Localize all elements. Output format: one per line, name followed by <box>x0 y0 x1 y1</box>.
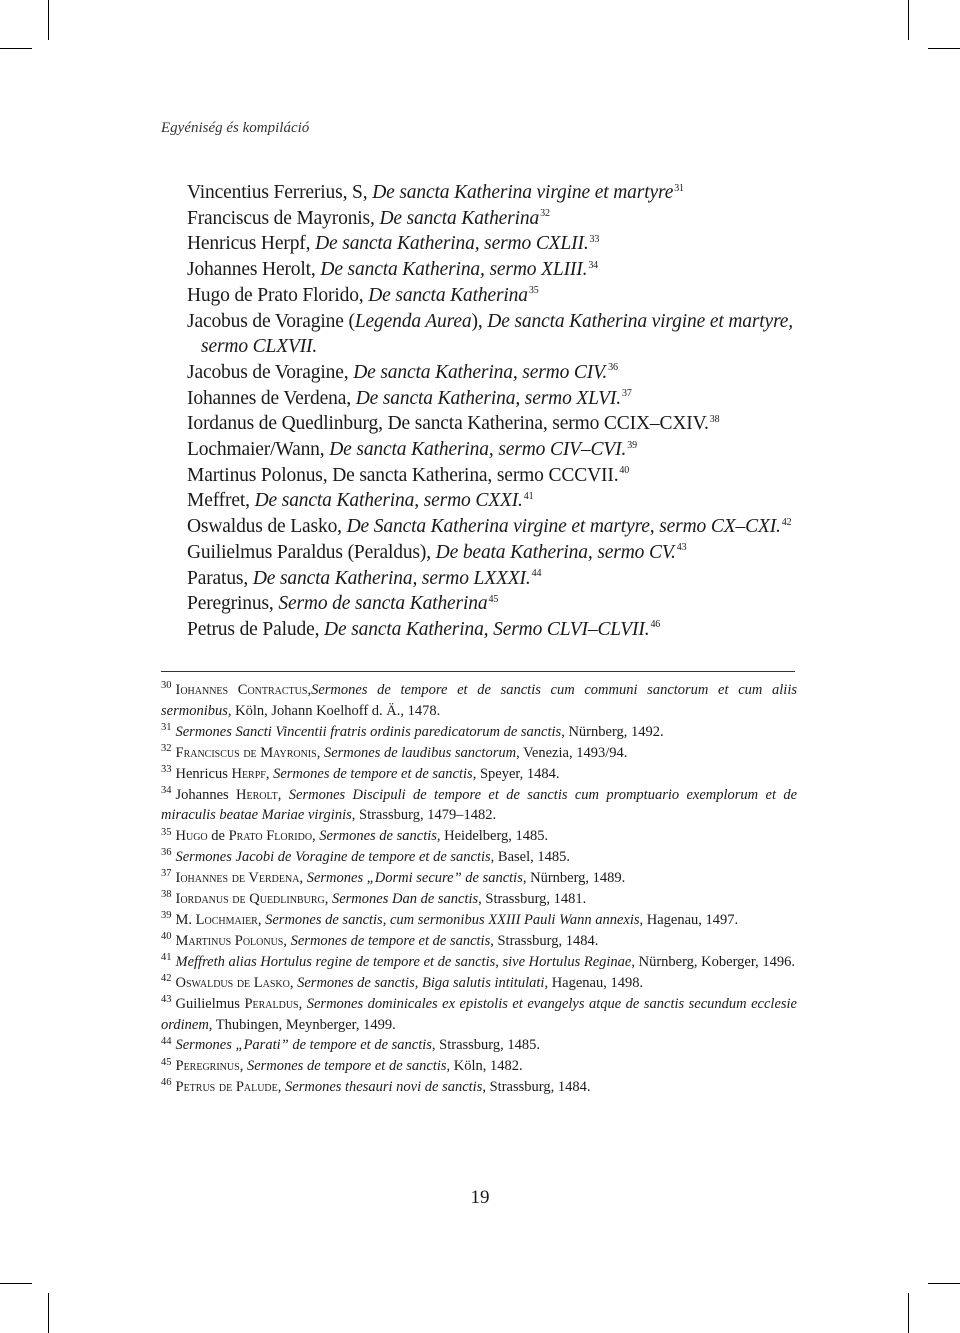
footnote-number: 33 <box>161 763 172 775</box>
footnote-ref: 44 <box>531 568 542 580</box>
footnote-text: , Speyer, 1484. <box>472 765 560 782</box>
entry-author: Paratus, <box>187 567 253 589</box>
footnote-author: Iohannes de Verdena <box>175 870 300 887</box>
footnote <box>161 910 797 931</box>
footnote <box>161 994 797 1036</box>
footnote <box>161 973 797 994</box>
sermon-entry <box>187 206 827 232</box>
footnote-number: 30 <box>161 680 172 692</box>
entry-author: Martinus Polonus, De sancta Katherina, sermo CCCVII. <box>187 464 619 486</box>
footnote-ref: 37 <box>621 388 632 400</box>
crop-mark <box>48 0 49 40</box>
crop-mark <box>48 1293 49 1333</box>
crop-mark <box>928 48 960 49</box>
footnote <box>161 868 797 889</box>
footnote <box>161 764 797 785</box>
entry-author: Oswaldus de Lasko, <box>187 516 347 538</box>
footnote-author: Iohannes Contractus <box>175 682 308 698</box>
entry-author: Lochmaier/Wann, <box>187 439 330 461</box>
footnote-text: , Nürnberg, Koberger, 1496. <box>631 953 795 970</box>
sermon-entry <box>187 437 827 463</box>
footnote-text: , Venezia, 1493/94. <box>516 744 628 761</box>
entry-author: Hugo de Prato Florido, <box>187 284 369 306</box>
crop-mark <box>908 1293 909 1333</box>
footnote-author: Iordanus de Quedlinburg <box>175 891 325 908</box>
sermon-entry <box>187 540 827 566</box>
entry-title: De sancta Katherina, sermo CIV–CVI. <box>329 439 627 461</box>
crop-mark <box>0 1283 32 1284</box>
footnote-ref: 34 <box>588 259 599 271</box>
footnote-text: , Hagenau, 1497. <box>639 911 739 928</box>
footnote-text: , Nürnberg, 1489. <box>522 870 626 887</box>
entry-title: De beata Katherina, sermo CV. <box>435 541 676 563</box>
footnote-ref: 35 <box>528 285 539 297</box>
footnote-ref: 43 <box>676 542 687 554</box>
footnote-ref: 32 <box>540 208 550 220</box>
footnote-number: 37 <box>161 868 172 880</box>
footnote-number: 36 <box>161 847 172 859</box>
entry-author: Peregrinus, <box>187 593 279 615</box>
footnote-text: , <box>312 828 320 845</box>
entry-title: De sancta Katherina, sermo CIV. <box>353 361 608 383</box>
footnote-number: 35 <box>161 826 172 838</box>
entry-title: De sancta Katherina, sermo CXLII. <box>315 233 589 255</box>
footnote-title: Sermones de tempore et de sanctis cum communi sanctorum et cum aliis sermonibus <box>161 682 797 719</box>
crop-mark <box>908 0 909 40</box>
footnote-text: , Köln, 1482. <box>446 1058 523 1075</box>
footnote <box>161 785 797 827</box>
entry-text: ), <box>471 310 488 332</box>
footnote-ref: 45 <box>488 593 499 605</box>
footnote-text: , Strassburg, 1485. <box>431 1037 540 1054</box>
footnote-ref: 40 <box>619 465 630 477</box>
footnote <box>161 1077 797 1098</box>
sermon-entry <box>187 180 827 206</box>
footnote-title: Sermones de tempore et de sanctis <box>246 1058 447 1075</box>
footnote-text: , Strassburg, 1481. <box>478 891 587 908</box>
sermon-entry <box>187 283 827 309</box>
footnotes <box>161 680 797 1098</box>
sermon-entry <box>187 488 827 514</box>
crop-mark <box>928 1283 960 1284</box>
footnote-title: Sermones Jacobi de Voragine de tempore et de sanctis <box>175 849 491 866</box>
footnote-text: , <box>316 744 324 761</box>
footnote-text: Guilielmus <box>175 995 245 1012</box>
footnote-text: , <box>239 1058 247 1075</box>
footnote-number: 31 <box>161 722 172 734</box>
footnote-author: Herpf <box>231 765 266 782</box>
footnote-author: Herolt <box>236 786 278 803</box>
footnote-text: , Strassburg, 1484. <box>482 1079 591 1096</box>
footnote-author: Peregrinus <box>175 1058 240 1075</box>
running-head: Egyéniség és kompiláció <box>161 120 310 136</box>
footnote-text: , Nürnberg, 1492. <box>561 723 664 740</box>
footnote-text: , <box>324 891 332 908</box>
footnote-number: 46 <box>161 1077 172 1089</box>
entry-title: De sancta Katherina <box>379 207 540 229</box>
footnote-text: , <box>289 974 298 991</box>
footnote <box>161 889 797 910</box>
footnote-title: Meffreth alias Hortulus regine de tempore et de sanctis, sive Hortulus Reginae <box>175 953 632 970</box>
footnote-text: , Strassburg, 1479–1482. <box>351 807 497 824</box>
sermon-list <box>187 180 827 643</box>
sermon-entry <box>187 566 827 592</box>
footnote-author: Petrus de Palude <box>175 1079 278 1096</box>
sermon-entry <box>187 360 827 386</box>
entry-author: Jacobus de Voragine, <box>187 361 354 383</box>
footnote-title: Sermones Discipuli de tempore et de sanctis cum promptuario exemplorum et de miraculis beatae Mariae virginis <box>161 786 798 824</box>
footnote-text: M. <box>175 911 196 928</box>
footnote-ref: 38 <box>709 413 720 425</box>
page-number: 19 <box>470 1187 490 1208</box>
footnote-text: Johannes <box>175 786 237 803</box>
sermon-entry <box>187 386 827 412</box>
entry-title: De sancta Katherina virgine et martyre <box>372 182 674 203</box>
footnote-text: , <box>283 932 291 949</box>
footnote-number: 34 <box>161 784 172 796</box>
footnote-text: , Basel, 1485. <box>490 849 571 866</box>
footnote-text: , <box>299 870 307 887</box>
footnote-text: , Heidelberg, 1485. <box>436 828 549 845</box>
footnote-ref: 36 <box>608 362 618 374</box>
footnote-title: Sermones „Parati” de tempore et de sanctis <box>175 1037 432 1054</box>
entry-author: Meffret, <box>187 490 255 512</box>
entry-author: Jacobus de Voragine ( <box>187 310 355 332</box>
entry-author: Iordanus de Quedlinburg, De sancta Katherina, sermo CCIX–CXIV. <box>187 413 709 435</box>
footnote-text: , Köln, Johann Koelhoff d. Ä., 1478. <box>227 702 441 719</box>
footnote-text: , <box>265 765 274 782</box>
footnote-author: Peraldus <box>244 995 299 1012</box>
footnote-number: 39 <box>161 910 172 922</box>
footnote-rule <box>161 671 795 672</box>
footnote <box>161 952 797 973</box>
footnote-author: Prato Florido <box>228 828 313 845</box>
footnote-ref: 33 <box>589 233 600 245</box>
entry-title: De sancta Katherina, Sermo CLVI–CLVII. <box>324 618 650 640</box>
footnote-text: , <box>277 1079 286 1096</box>
footnote <box>161 743 797 764</box>
footnote-title: Sermones de sanctis <box>319 828 437 845</box>
footnote-text: , Strassburg, 1484. <box>490 932 599 949</box>
entry-title: De sancta Katherina, sermo LXXXI. <box>252 567 531 589</box>
crop-mark <box>0 48 32 49</box>
footnote-text: de <box>207 828 229 845</box>
footnote-author: Martinus Polonus <box>175 932 284 949</box>
entry-title: De sancta Katherina <box>368 284 528 306</box>
footnote-number: 43 <box>161 993 172 1005</box>
footnote-author: Oswaldus de Lasko <box>175 974 290 991</box>
footnote <box>161 847 797 868</box>
entry-title: De sancta Katherina, sermo XLIII. <box>320 259 588 281</box>
footnote-number: 44 <box>161 1035 172 1047</box>
footnote-title: Sermones Dan de sanctis <box>331 891 479 908</box>
entry-author: Johannes Herolt, <box>187 259 321 281</box>
footnote-text: , Hagenau, 1498. <box>544 974 644 991</box>
footnote-author: Hugo <box>175 828 208 845</box>
footnote <box>161 826 797 847</box>
footnote-text: , <box>307 682 312 698</box>
footnote <box>161 1035 797 1056</box>
footnote-author: Franciscus de Mayronis <box>175 744 317 761</box>
footnote-text: , <box>298 995 307 1012</box>
sermon-entry <box>187 514 827 540</box>
sermon-entry <box>187 617 827 643</box>
footnote-text: Thubingen, Meynberger, 1499. <box>212 1016 396 1033</box>
footnote-number: 40 <box>161 931 172 943</box>
entry-title: De Sancta Katherina virgine et martyre, sermo CX–CXI. <box>346 516 781 538</box>
entry-title: De sancta Katherina, sermo CXXI. <box>254 490 523 512</box>
footnote-number: 32 <box>161 742 172 754</box>
entry-title: De sancta Katherina virgine et martyre, sermo CLXVII. <box>201 310 794 358</box>
footnote-title: Sermones „Dormi secure” de sanctis <box>306 870 523 887</box>
footnote-author: Lochmaier <box>195 911 258 928</box>
footnote-title: Sermones de tempore et de sanctis <box>290 932 491 949</box>
footnote-number: 45 <box>161 1056 172 1068</box>
footnote-ref: 41 <box>523 490 534 502</box>
entry-author: Franciscus de Mayronis, <box>187 207 380 229</box>
footnote-number: 38 <box>161 889 172 901</box>
entry-author: Henricus Herpf, <box>187 233 316 255</box>
sermon-entry <box>187 591 827 617</box>
footnote-ref: 31 <box>674 182 684 194</box>
sermon-entry <box>187 411 827 437</box>
footnote-title: Sermones de sanctis, cum sermonibus XXIII Pauli Wann annexis <box>265 911 640 928</box>
footnote-title: Sermones de tempore et de sanctis <box>273 765 473 782</box>
footnote <box>161 722 797 743</box>
sermon-entry <box>187 231 827 257</box>
footnote <box>161 680 797 722</box>
footnote-text: , <box>277 786 289 803</box>
entry-author: Iohannes de Verdena, <box>187 387 356 409</box>
sermon-entry <box>187 257 827 283</box>
footnote-title: Sermones de laudibus sanctorum <box>323 744 517 761</box>
footnote-number: 41 <box>161 952 172 964</box>
footnote-title: Sermones Sancti Vincentii fratris ordinis paredicatorum de sanctis <box>175 723 562 740</box>
entry-author: Guilielmus Paraldus (Peraldus), <box>187 541 436 563</box>
footnote-title: Sermones de sanctis, Biga salutis intitulati <box>297 974 545 991</box>
entry-author: Vincentius Ferrerius, S, <box>187 182 373 203</box>
entry-author: Petrus de Palude, <box>187 618 325 640</box>
footnote <box>161 931 797 952</box>
footnote-title: Sermones dominicales ex epistolis et evangelys atque de sanctis secundum ecclesie ordinem, <box>161 995 797 1033</box>
entry-title: Sermo de sancta Katherina <box>278 593 488 615</box>
footnote-title: Sermones thesauri novi de sanctis <box>285 1079 483 1096</box>
entry-title: Legenda Aurea <box>354 310 472 332</box>
footnote-ref: 39 <box>627 439 637 451</box>
footnote-text: Henricus <box>175 765 232 782</box>
sermon-entry <box>187 463 827 489</box>
footnote-text: , <box>257 911 266 928</box>
sermon-entry <box>187 309 827 360</box>
footnote-ref: 42 <box>781 516 792 528</box>
footnote-ref: 46 <box>650 619 661 631</box>
entry-title: De sancta Katherina, sermo XLVI. <box>355 387 621 409</box>
footnote <box>161 1056 797 1077</box>
footnote-number: 42 <box>161 972 172 984</box>
